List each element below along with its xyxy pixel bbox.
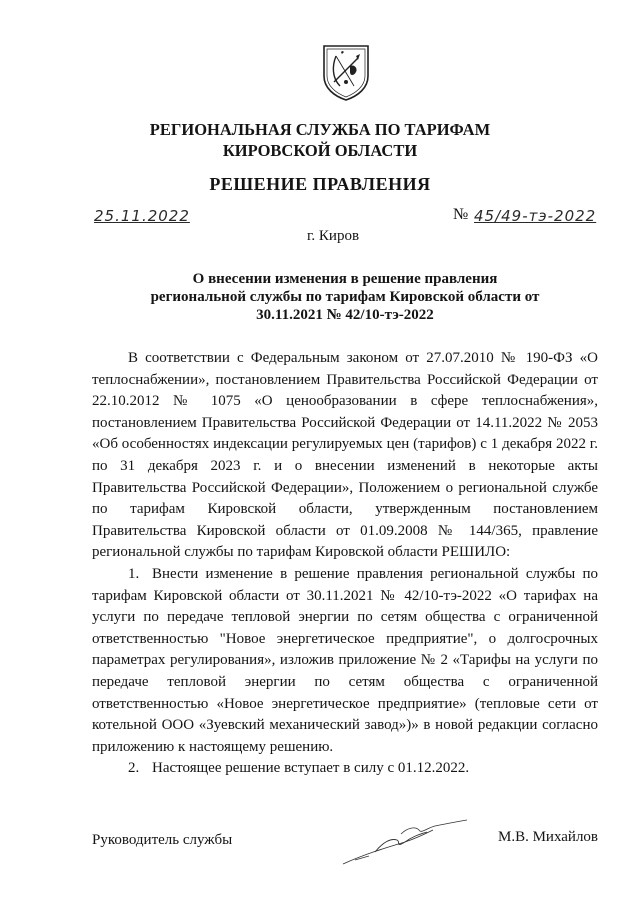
decision-number: 45/49-тэ-2022 [474, 207, 597, 225]
document-body [92, 348, 598, 780]
list-item [92, 564, 598, 758]
preamble-paragraph: В соответствии с Федеральным законом от 27.07.2010 № 190-ФЗ «О теплоснабжении», постановлением Правительства Российской Федерации от 22.10.2012 № 1075 «О ценообразовании в сфере теплоснабжения», постановлением Правительства Российской Федерации от 14.11.2022 № 2053 «Об особенностях индексации регулируемых цен (тарифов) с 1 декабря 2022 г. по 31 декабря 2023 г. и о внесении изменений в некоторые акты Правительства Российской Федерации», Положением о региональной службе по тарифам Кировской области, утвержденным постановлением Правительства Кировской области от 01.09.2008 № 144/365, правление региональной службы по тарифам Кировской области РЕШИЛО: [92, 350, 598, 561]
item-number: 1. [128, 565, 140, 582]
item-text: Внести изменение в решение правления региональной службы по тарифам Кировской области от 30.11.2021 № 42/10-тэ-2022 «О тарифах на услуги по передаче тепловой энергии по сетям общества с ограниченной ответственностью "Новое энергетическое предприятие", о долгосрочных параметрах регулирования», изложив приложение № 2 «Тарифы на услуги по передаче тепловой энергии по сетям общества с ограниченной ответственностью «Новое энергетическое предприятие» (тепловые сети от котельной ООО «Зуевский механический завод»)» в новой редакции согласно приложению к настоящему решению. [92, 565, 598, 755]
list-item [92, 758, 598, 780]
document-type-title: РЕШЕНИЕ ПРАВЛЕНИЯ [209, 174, 431, 194]
decision-subject: О внесении изменения в решение правления региональной службы по тарифам Кировской области от 30.11.2021 № 42/10-тэ-2022 [150, 271, 540, 323]
item-text: Настоящее решение вступает в силу с 01.12.2022. [152, 760, 470, 777]
city: г. Киров [306, 228, 360, 244]
handwritten-signature [335, 812, 475, 872]
number-sign: № [453, 206, 469, 223]
signer-name: М.В. Михайлов [498, 829, 599, 845]
decision-date: 25.11.2022 [94, 207, 190, 225]
org-name-line1: РЕГИОНАЛЬНАЯ СЛУЖБА ПО ТАРИФАМ [149, 120, 491, 139]
signer-title: Руководитель службы [92, 832, 233, 848]
org-name-line2: КИРОВСКОЙ ОБЛАСТИ [222, 141, 418, 160]
item-number: 2. [128, 760, 140, 777]
coat-of-arms-emblem [320, 42, 372, 102]
